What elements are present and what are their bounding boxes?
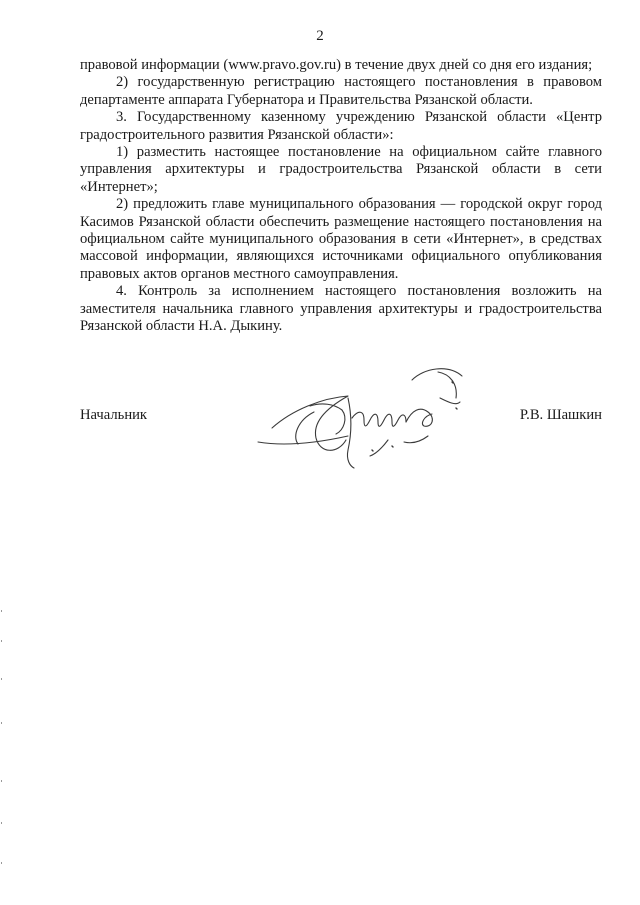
paragraph-item-3-1: 1) разместить настоящее постановление на официальном сайте главного управления архитектуры и градостроительства Рязанской области в сети «Интернет»; [80,144,602,195]
paragraph-publication-continuation: правовой информации (www.pravo.gov.ru) в течение двух дней со дня его издания; [80,57,593,73]
handwritten-signature [252,362,482,472]
signatory-title: Начальник [80,407,148,423]
document-body [80,57,602,336]
page-number: 2 [316,28,324,44]
paragraph-item-3: 3. Государственному казенному учреждению Рязанской области «Центр градостроительного развития Рязанской области»: [80,109,602,143]
paragraph-state-registration: 2) государственную регистрацию настоящего постановления в правовом департаменте аппарата Губернатора и Правительства Рязанской области. [80,74,602,108]
paragraph-item-4: 4. Контроль за исполнением настоящего постановления возложить на заместителя начальника главного управления архитектуры и градостроительства Рязанской области Н.А. Дыкину. [80,283,602,335]
signatory-name: Р.В. Шашкин [519,407,602,423]
paragraph-item-3-2: 2) предложить главе муниципального образования — городской округ город Касимов Рязанской области обеспечить размещение настоящего постановления на официальном сайте муниципального образования в сети «Интернет», в средствах массовой информации, являющихся источниками официального опубликования правовых актов органов местного самоуправления. [80,196,602,282]
scan-edge-marks [0,600,4,900]
